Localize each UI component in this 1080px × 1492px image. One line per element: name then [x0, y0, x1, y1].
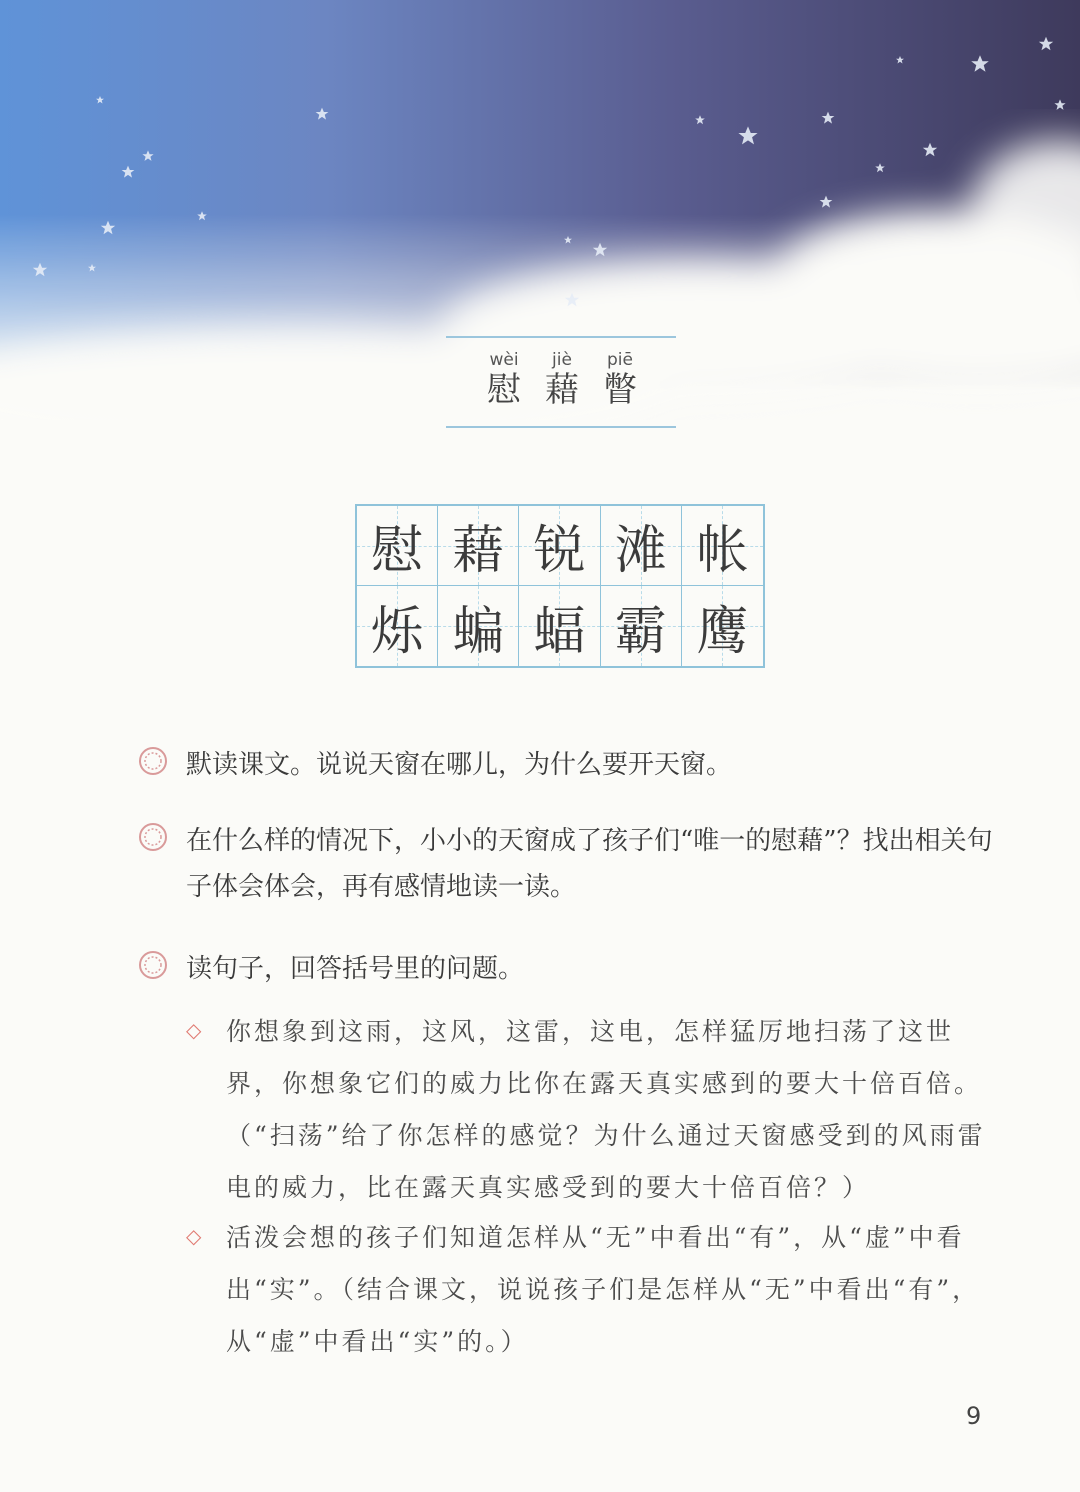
- grid-char: 霸: [614, 601, 667, 662]
- vocab-rule-top: [446, 336, 676, 338]
- grid-char: 慰: [371, 521, 424, 581]
- sub-item: [186, 1006, 996, 1214]
- grid-char: 滩: [614, 521, 667, 581]
- sub-item-text: 你想象到这雨，这风，这雷，这电，怎样猛厉地扫荡了这世界，你想象它们的威力比你在露天真实感到的要大十倍百倍。（“扫荡”给了你怎样的感觉？为什么通过天窗感受到的风雨雷电的威力，比在露天真实感受到的要大十倍百倍？）: [226, 1017, 986, 1202]
- vocab-char: 藉: [545, 370, 579, 410]
- stars-decoration: [0, 0, 1080, 320]
- seal-icon: [138, 950, 168, 980]
- pinyin-label: jiè: [552, 350, 572, 370]
- question-item: [138, 946, 1018, 992]
- grid-char: 蝠: [533, 601, 586, 662]
- grid-cell: [519, 506, 600, 586]
- vocab-char: 慰: [487, 370, 521, 410]
- grid-cell: [438, 586, 519, 666]
- question-item: [138, 742, 1018, 788]
- diamond-icon: ◇: [186, 1018, 202, 1042]
- grid-char: 藉: [452, 521, 505, 581]
- grid-cell: [682, 506, 763, 586]
- grid-cell: [357, 506, 438, 586]
- grid-cell: [519, 586, 600, 666]
- grid-cell: [601, 586, 682, 666]
- grid-char: 烁: [371, 601, 424, 662]
- grid-cell: [357, 586, 438, 666]
- vocab-box: [446, 336, 676, 428]
- grid-char: 蝙: [452, 601, 505, 662]
- question-text: 默读课文。说说天窗在哪儿，为什么要开天窗。: [186, 750, 733, 780]
- question-text: 读句子，回答括号里的问题。: [186, 954, 525, 984]
- vocab-char: 瞥: [603, 370, 637, 410]
- seal-icon: [138, 822, 168, 852]
- question-item: [138, 818, 1018, 910]
- vocab-item: [474, 350, 534, 410]
- vocab-item: [590, 350, 650, 410]
- vocab-rule-bottom: [446, 426, 676, 428]
- character-writing-grid: [355, 504, 765, 668]
- grid-char: 帐: [696, 521, 749, 581]
- grid-cell: [438, 506, 519, 586]
- question-text: 在什么样的情况下，小小的天窗成了孩子们“唯一的慰藉”？找出相关句子体会体会，再有感情地读一读。: [186, 826, 993, 902]
- grid-char: 锐: [533, 521, 586, 581]
- pinyin-label: wèi: [489, 350, 519, 370]
- sub-item-text: 活泼会想的孩子们知道怎样从“无”中看出“有”，从“虚”中看出“实”。（结合课文，说说孩子们是怎样从“无”中看出“有”，从“虚”中看出“实”的。）: [226, 1223, 981, 1356]
- page-number: 9: [966, 1402, 982, 1430]
- diamond-icon: ◇: [186, 1224, 202, 1248]
- seal-icon: [138, 746, 168, 776]
- vocab-item: [532, 350, 592, 410]
- grid-cell: [601, 506, 682, 586]
- grid-char: 鹰: [696, 601, 749, 662]
- grid-cell: [682, 586, 763, 666]
- sub-item: [186, 1212, 996, 1368]
- pinyin-label: piē: [607, 350, 633, 370]
